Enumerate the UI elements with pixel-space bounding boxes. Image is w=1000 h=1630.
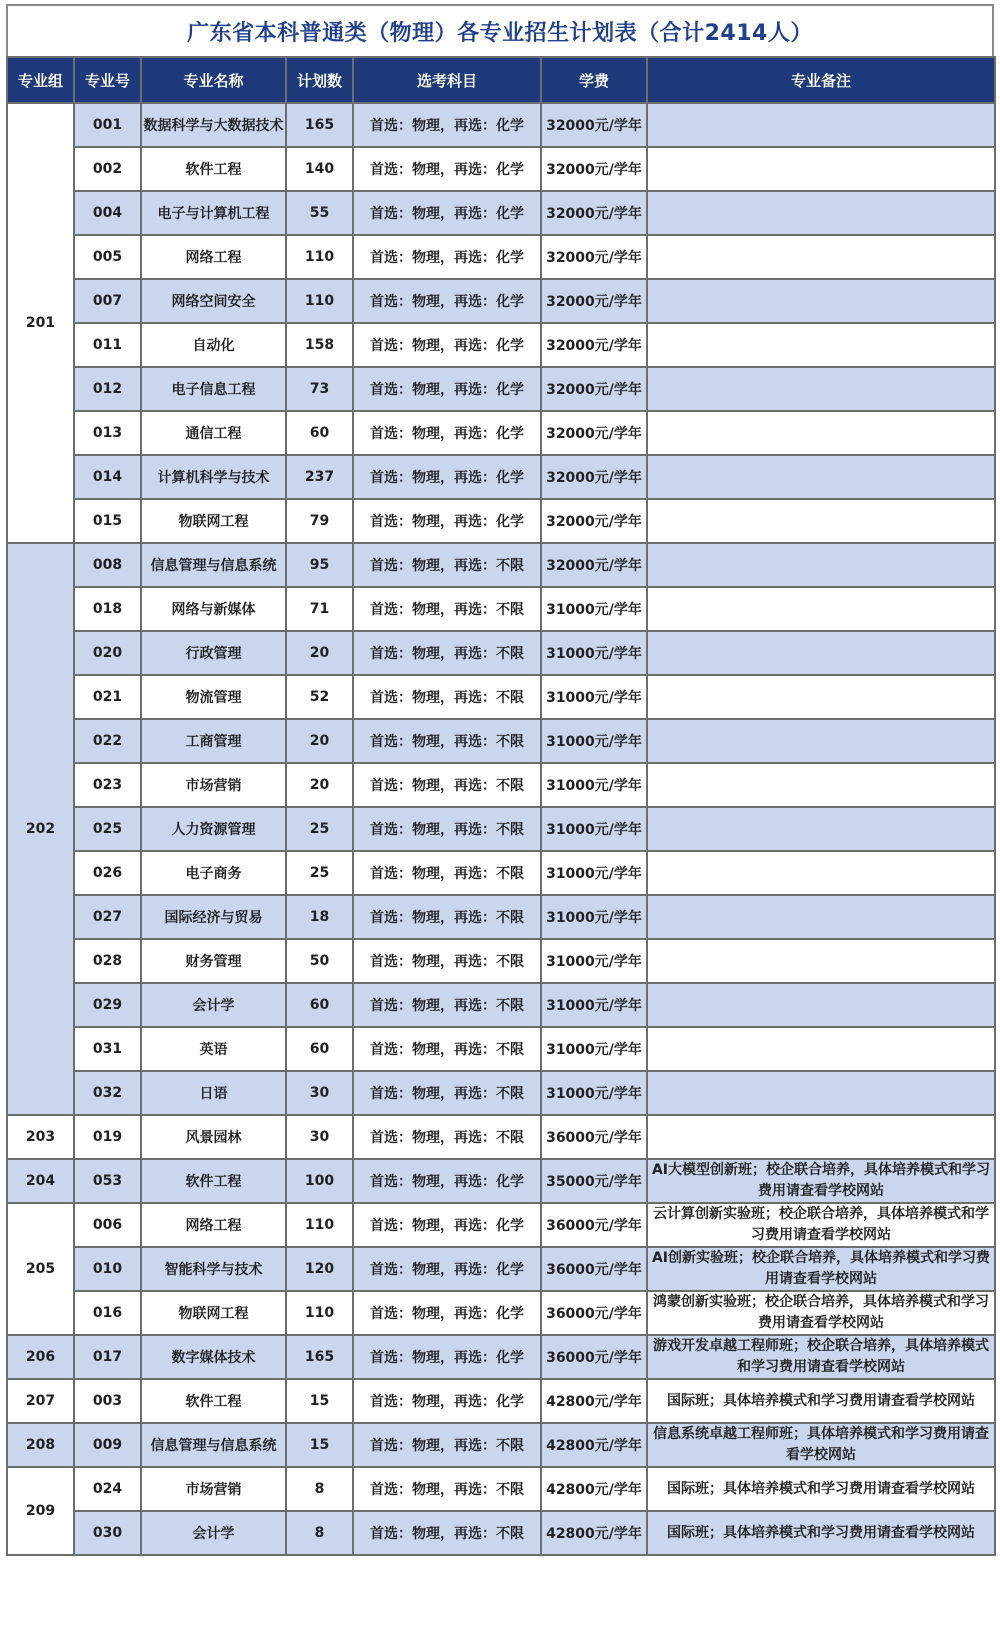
note-cell	[647, 895, 995, 939]
note-cell	[647, 807, 995, 851]
subjects-cell: 首选：物理，再选：不限	[353, 1423, 541, 1467]
major-name-cell: 智能科学与技术	[141, 1247, 286, 1291]
subjects-cell: 首选：物理，再选：不限	[353, 587, 541, 631]
plan-count-cell: 60	[286, 411, 353, 455]
major-name-cell: 软件工程	[141, 1379, 286, 1423]
major-code-cell: 028	[74, 939, 141, 983]
subjects-cell: 首选：物理，再选：化学	[353, 411, 541, 455]
plan-count-cell: 25	[286, 807, 353, 851]
plan-count-cell: 52	[286, 675, 353, 719]
plan-count-cell: 79	[286, 499, 353, 543]
tuition-cell: 35000元/学年	[541, 1159, 647, 1203]
tuition-cell: 32000元/学年	[541, 367, 647, 411]
table-row	[7, 1027, 995, 1071]
note-cell: 鸿蒙创新实验班；校企联合培养，具体培养模式和学习费用请查看学校网站	[647, 1291, 995, 1335]
plan-count-cell: 18	[286, 895, 353, 939]
major-name-cell: 会计学	[141, 1511, 286, 1555]
major-name-cell: 信息管理与信息系统	[141, 543, 286, 587]
major-name-cell: 数据科学与大数据技术	[141, 103, 286, 147]
note-cell	[647, 191, 995, 235]
subjects-cell: 首选：物理，再选：化学	[353, 147, 541, 191]
subjects-cell: 首选：物理，再选：不限	[353, 895, 541, 939]
major-code-cell: 007	[74, 279, 141, 323]
table-row	[7, 1247, 995, 1291]
table-row	[7, 1071, 995, 1115]
tuition-cell: 31000元/学年	[541, 763, 647, 807]
note-cell	[647, 1027, 995, 1071]
note-cell: 国际班；具体培养模式和学习费用请查看学校网站	[647, 1467, 995, 1511]
table-row	[7, 1467, 995, 1511]
major-code-cell: 004	[74, 191, 141, 235]
major-code-cell: 032	[74, 1071, 141, 1115]
note-cell	[647, 983, 995, 1027]
tuition-cell: 32000元/学年	[541, 103, 647, 147]
note-cell	[647, 279, 995, 323]
table-row	[7, 587, 995, 631]
major-code-cell: 008	[74, 543, 141, 587]
tuition-cell: 36000元/学年	[541, 1335, 647, 1379]
major-name-cell: 电子商务	[141, 851, 286, 895]
subjects-cell: 首选：物理，再选：不限	[353, 1027, 541, 1071]
subjects-cell: 首选：物理，再选：化学	[353, 367, 541, 411]
subjects-cell: 首选：物理，再选：不限	[353, 631, 541, 675]
note-cell	[647, 939, 995, 983]
major-code-cell: 019	[74, 1115, 141, 1159]
note-cell: AI大模型创新班；校企联合培养，具体培养模式和学习费用请查看学校网站	[647, 1159, 995, 1203]
major-name-cell: 网络工程	[141, 1203, 286, 1247]
major-code-cell: 014	[74, 455, 141, 499]
major-code-cell: 001	[74, 103, 141, 147]
major-name-cell: 软件工程	[141, 147, 286, 191]
note-cell: 国际班；具体培养模式和学习费用请查看学校网站	[647, 1511, 995, 1555]
major-name-cell: 风景园林	[141, 1115, 286, 1159]
major-code-cell: 010	[74, 1247, 141, 1291]
major-name-cell: 自动化	[141, 323, 286, 367]
subjects-cell: 首选：物理，再选：化学	[353, 103, 541, 147]
tuition-cell: 31000元/学年	[541, 587, 647, 631]
group-cell: 204	[7, 1159, 74, 1203]
tuition-cell: 31000元/学年	[541, 983, 647, 1027]
tuition-cell: 31000元/学年	[541, 631, 647, 675]
major-name-cell: 人力资源管理	[141, 807, 286, 851]
major-name-cell: 物流管理	[141, 675, 286, 719]
major-name-cell: 信息管理与信息系统	[141, 1423, 286, 1467]
header-subjects: 选考科目	[353, 57, 541, 103]
group-cell: 209	[7, 1467, 74, 1555]
header-name: 专业名称	[141, 57, 286, 103]
table-row	[7, 895, 995, 939]
major-name-cell: 电子信息工程	[141, 367, 286, 411]
major-name-cell: 网络工程	[141, 235, 286, 279]
table-row	[7, 939, 995, 983]
major-name-cell: 数字媒体技术	[141, 1335, 286, 1379]
subjects-cell: 首选：物理，再选：化学	[353, 1379, 541, 1423]
note-cell	[647, 763, 995, 807]
note-cell	[647, 851, 995, 895]
major-name-cell: 英语	[141, 1027, 286, 1071]
plan-count-cell: 140	[286, 147, 353, 191]
subjects-cell: 首选：物理，再选：化学	[353, 1291, 541, 1335]
subjects-cell: 首选：物理，再选：化学	[353, 279, 541, 323]
subjects-cell: 首选：物理，再选：不限	[353, 675, 541, 719]
group-cell: 208	[7, 1423, 74, 1467]
subjects-cell: 首选：物理，再选：不限	[353, 1511, 541, 1555]
plan-count-cell: 165	[286, 103, 353, 147]
major-code-cell: 017	[74, 1335, 141, 1379]
table-row	[7, 147, 995, 191]
group-cell: 206	[7, 1335, 74, 1379]
table-body	[7, 103, 995, 1555]
major-name-cell: 网络与新媒体	[141, 587, 286, 631]
table-row	[7, 411, 995, 455]
subjects-cell: 首选：物理，再选：化学	[353, 191, 541, 235]
major-name-cell: 日语	[141, 1071, 286, 1115]
table-row	[7, 1335, 995, 1379]
table-row	[7, 1511, 995, 1555]
plan-count-cell: 25	[286, 851, 353, 895]
subjects-cell: 首选：物理，再选：不限	[353, 1071, 541, 1115]
table-row	[7, 719, 995, 763]
tuition-cell: 31000元/学年	[541, 675, 647, 719]
major-code-cell: 006	[74, 1203, 141, 1247]
major-code-cell: 020	[74, 631, 141, 675]
table-row	[7, 191, 995, 235]
note-cell	[647, 103, 995, 147]
table-row	[7, 1203, 995, 1247]
major-code-cell: 030	[74, 1511, 141, 1555]
subjects-cell: 首选：物理，再选：化学	[353, 455, 541, 499]
subjects-cell: 首选：物理，再选：不限	[353, 719, 541, 763]
subjects-cell: 首选：物理，再选：化学	[353, 1335, 541, 1379]
plan-count-cell: 110	[286, 1203, 353, 1247]
major-name-cell: 国际经济与贸易	[141, 895, 286, 939]
plan-count-cell: 110	[286, 279, 353, 323]
note-cell	[647, 499, 995, 543]
tuition-cell: 42800元/学年	[541, 1467, 647, 1511]
plan-count-cell: 55	[286, 191, 353, 235]
tuition-cell: 32000元/学年	[541, 147, 647, 191]
plan-count-cell: 8	[286, 1467, 353, 1511]
table-row	[7, 367, 995, 411]
table-row	[7, 1115, 995, 1159]
major-code-cell: 024	[74, 1467, 141, 1511]
page-title: 广东省本科普通类（物理）各专业招生计划表（合计2414人）	[6, 4, 994, 56]
note-cell: 游戏开发卓越工程师班；校企联合培养，具体培养模式和学习费用请查看学校网站	[647, 1335, 995, 1379]
plan-count-cell: 8	[286, 1511, 353, 1555]
table-row	[7, 851, 995, 895]
table-row	[7, 279, 995, 323]
plan-count-cell: 20	[286, 719, 353, 763]
major-name-cell: 通信工程	[141, 411, 286, 455]
note-cell	[647, 719, 995, 763]
tuition-cell: 31000元/学年	[541, 1027, 647, 1071]
note-cell	[647, 147, 995, 191]
table-header-row	[7, 57, 995, 103]
major-name-cell: 财务管理	[141, 939, 286, 983]
major-code-cell: 012	[74, 367, 141, 411]
tuition-cell: 32000元/学年	[541, 279, 647, 323]
subjects-cell: 首选：物理，再选：化学	[353, 235, 541, 279]
group-cell: 202	[7, 543, 74, 1115]
major-code-cell: 005	[74, 235, 141, 279]
group-cell: 205	[7, 1203, 74, 1335]
plan-count-cell: 158	[286, 323, 353, 367]
header-fee: 学费	[541, 57, 647, 103]
note-cell	[647, 1115, 995, 1159]
header-note: 专业备注	[647, 57, 995, 103]
tuition-cell: 36000元/学年	[541, 1247, 647, 1291]
subjects-cell: 首选：物理，再选：化学	[353, 323, 541, 367]
table-row	[7, 763, 995, 807]
subjects-cell: 首选：物理，再选：不限	[353, 851, 541, 895]
table-row	[7, 235, 995, 279]
table-row	[7, 631, 995, 675]
plan-count-cell: 120	[286, 1247, 353, 1291]
major-code-cell: 021	[74, 675, 141, 719]
major-name-cell: 市场营销	[141, 1467, 286, 1511]
subjects-cell: 首选：物理，再选：化学	[353, 1159, 541, 1203]
tuition-cell: 36000元/学年	[541, 1291, 647, 1335]
major-name-cell: 会计学	[141, 983, 286, 1027]
major-name-cell: 工商管理	[141, 719, 286, 763]
note-cell	[647, 367, 995, 411]
plan-count-cell: 30	[286, 1115, 353, 1159]
tuition-cell: 31000元/学年	[541, 939, 647, 983]
plan-count-cell: 60	[286, 983, 353, 1027]
plan-count-cell: 95	[286, 543, 353, 587]
subjects-cell: 首选：物理，再选：化学	[353, 1247, 541, 1291]
group-cell: 201	[7, 103, 74, 543]
major-code-cell: 009	[74, 1423, 141, 1467]
tuition-cell: 42800元/学年	[541, 1379, 647, 1423]
major-name-cell: 物联网工程	[141, 1291, 286, 1335]
major-code-cell: 023	[74, 763, 141, 807]
plan-count-cell: 100	[286, 1159, 353, 1203]
group-cell: 203	[7, 1115, 74, 1159]
plan-count-cell: 110	[286, 1291, 353, 1335]
major-code-cell: 031	[74, 1027, 141, 1071]
major-name-cell: 物联网工程	[141, 499, 286, 543]
major-name-cell: 电子与计算机工程	[141, 191, 286, 235]
note-cell	[647, 455, 995, 499]
plan-count-cell: 237	[286, 455, 353, 499]
plan-count-cell: 30	[286, 1071, 353, 1115]
subjects-cell: 首选：物理，再选：化学	[353, 499, 541, 543]
major-code-cell: 022	[74, 719, 141, 763]
major-code-cell: 016	[74, 1291, 141, 1335]
major-name-cell: 软件工程	[141, 1159, 286, 1203]
subjects-cell: 首选：物理，再选：不限	[353, 807, 541, 851]
tuition-cell: 42800元/学年	[541, 1511, 647, 1555]
note-cell	[647, 675, 995, 719]
subjects-cell: 首选：物理，再选：不限	[353, 763, 541, 807]
major-code-cell: 018	[74, 587, 141, 631]
note-cell: AI创新实验班；校企联合培养，具体培养模式和学习费用请查看学校网站	[647, 1247, 995, 1291]
table-row	[7, 1291, 995, 1335]
major-code-cell: 053	[74, 1159, 141, 1203]
table-row	[7, 983, 995, 1027]
major-code-cell: 002	[74, 147, 141, 191]
note-cell	[647, 631, 995, 675]
group-cell: 207	[7, 1379, 74, 1423]
tuition-cell: 31000元/学年	[541, 1071, 647, 1115]
major-code-cell: 013	[74, 411, 141, 455]
table-row	[7, 455, 995, 499]
note-cell	[647, 1071, 995, 1115]
plan-count-cell: 20	[286, 763, 353, 807]
plan-count-cell: 60	[286, 1027, 353, 1071]
subjects-cell: 首选：物理，再选：不限	[353, 543, 541, 587]
plan-sheet	[6, 4, 994, 1556]
note-cell: 国际班；具体培养模式和学习费用请查看学校网站	[647, 1379, 995, 1423]
tuition-cell: 36000元/学年	[541, 1115, 647, 1159]
major-code-cell: 003	[74, 1379, 141, 1423]
tuition-cell: 32000元/学年	[541, 323, 647, 367]
plan-count-cell: 15	[286, 1379, 353, 1423]
header-group: 专业组	[7, 57, 74, 103]
plan-count-cell: 20	[286, 631, 353, 675]
tuition-cell: 32000元/学年	[541, 235, 647, 279]
major-code-cell: 026	[74, 851, 141, 895]
tuition-cell: 31000元/学年	[541, 851, 647, 895]
plan-count-cell: 110	[286, 235, 353, 279]
plan-count-cell: 15	[286, 1423, 353, 1467]
major-name-cell: 市场营销	[141, 763, 286, 807]
table-row	[7, 1423, 995, 1467]
tuition-cell: 32000元/学年	[541, 455, 647, 499]
note-cell	[647, 411, 995, 455]
plan-count-cell: 165	[286, 1335, 353, 1379]
major-name-cell: 行政管理	[141, 631, 286, 675]
major-code-cell: 027	[74, 895, 141, 939]
tuition-cell: 31000元/学年	[541, 807, 647, 851]
tuition-cell: 32000元/学年	[541, 411, 647, 455]
subjects-cell: 首选：物理，再选：不限	[353, 939, 541, 983]
plan-count-cell: 71	[286, 587, 353, 631]
note-cell	[647, 235, 995, 279]
plan-count-cell: 73	[286, 367, 353, 411]
note-cell	[647, 323, 995, 367]
major-code-cell: 025	[74, 807, 141, 851]
table-row	[7, 103, 995, 147]
tuition-cell: 32000元/学年	[541, 543, 647, 587]
table-row	[7, 807, 995, 851]
subjects-cell: 首选：物理，再选：不限	[353, 983, 541, 1027]
major-name-cell: 网络空间安全	[141, 279, 286, 323]
table-row	[7, 1159, 995, 1203]
major-code-cell: 011	[74, 323, 141, 367]
header-plan: 计划数	[286, 57, 353, 103]
subjects-cell: 首选：物理，再选：不限	[353, 1467, 541, 1511]
note-cell	[647, 587, 995, 631]
header-code: 专业号	[74, 57, 141, 103]
table-row	[7, 499, 995, 543]
tuition-cell: 31000元/学年	[541, 895, 647, 939]
tuition-cell: 32000元/学年	[541, 191, 647, 235]
major-code-cell: 029	[74, 983, 141, 1027]
note-cell	[647, 543, 995, 587]
enrollment-plan-table	[6, 56, 996, 1556]
tuition-cell: 36000元/学年	[541, 1203, 647, 1247]
table-row	[7, 675, 995, 719]
tuition-cell: 31000元/学年	[541, 719, 647, 763]
plan-count-cell: 50	[286, 939, 353, 983]
table-row	[7, 1379, 995, 1423]
note-cell: 信息系统卓越工程师班；具体培养模式和学习费用请查看学校网站	[647, 1423, 995, 1467]
subjects-cell: 首选：物理，再选：不限	[353, 1115, 541, 1159]
table-row	[7, 543, 995, 587]
tuition-cell: 42800元/学年	[541, 1423, 647, 1467]
table-row	[7, 323, 995, 367]
tuition-cell: 32000元/学年	[541, 499, 647, 543]
major-name-cell: 计算机科学与技术	[141, 455, 286, 499]
major-code-cell: 015	[74, 499, 141, 543]
subjects-cell: 首选：物理，再选：化学	[353, 1203, 541, 1247]
note-cell: 云计算创新实验班；校企联合培养，具体培养模式和学习费用请查看学校网站	[647, 1203, 995, 1247]
